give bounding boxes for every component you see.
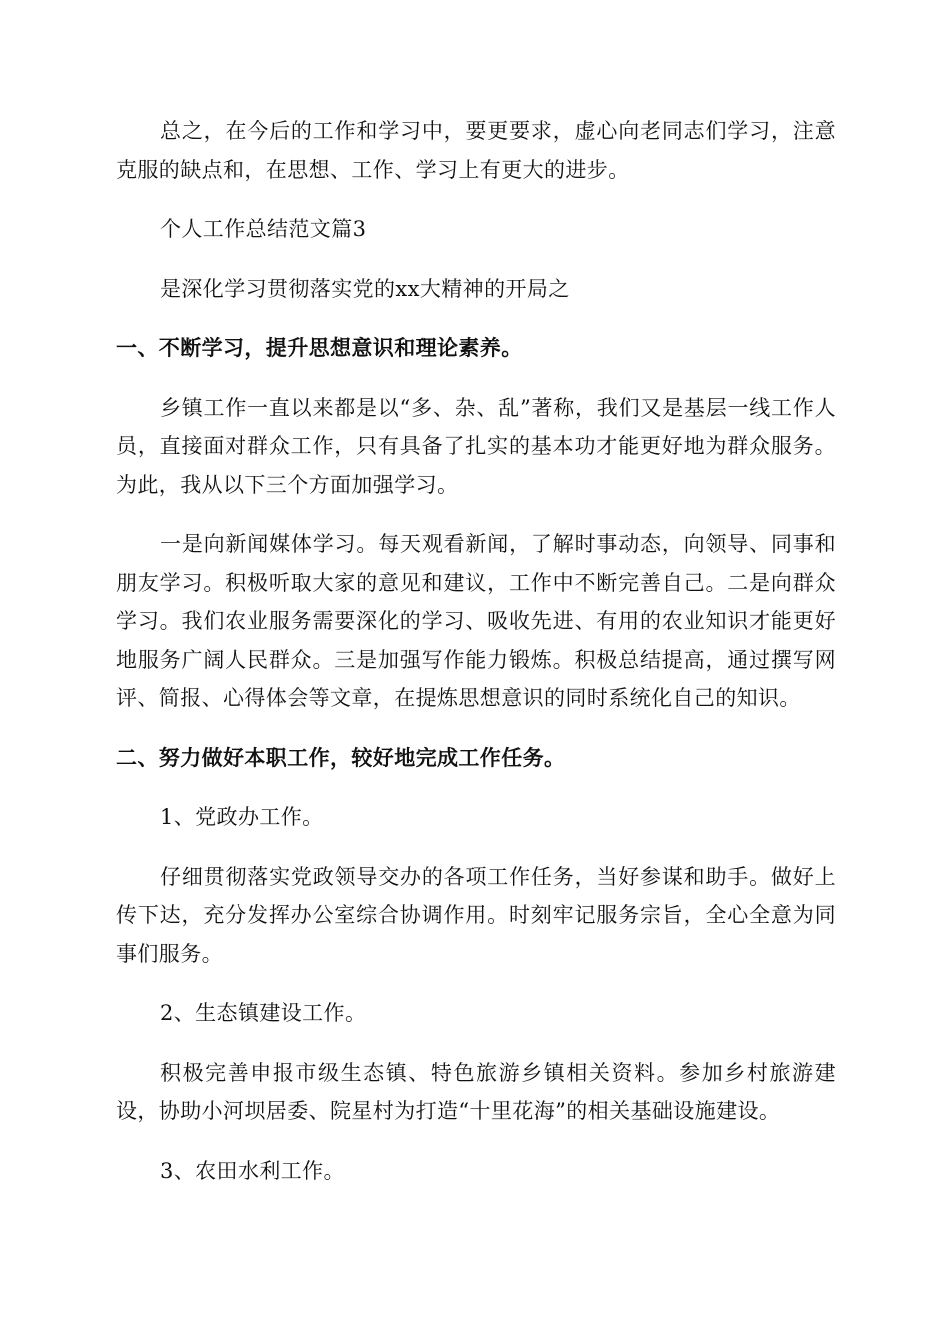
document-page [116,112,836,1190]
paragraph-learning-methods: 一是向新闻媒体学习。每天观看新闻，了解时事动态，向领导、同事和朋友学习。积极听取大家的意见和建议，工作中不断完善自己。二是向群众学习。我们农业服务需要深化的学习、吸收先进、有用的农业知识才能更好地服务广阔人民群众。三是加强写作能力锻炼。积极总结提高，通过撰写网评、简报、心得体会等文章，在提炼思想意识的同时系统化自己的知识。 [116,532,836,710]
paragraph-intro: 是深化学习贯彻落实党的xx大精神的开局之 [160,276,570,301]
subheading-irrigation: 3、农田水利工作。 [160,1158,345,1183]
subheading-party-office: 1、党政办工作。 [160,805,324,829]
section-title: 个人工作总结范文篇3 [160,217,367,241]
paragraph-township-work: 乡镇工作一直以来都是以“多、杂、乱”著称，我们又是基层一线工作人员，直接面对群众工作，只有具备了扎实的基本功才能更好地为群众服务。为此，我从以下三个方面加强学习。 [116,395,836,497]
paragraph-party-office: 仔细贯彻落实党政领导交办的各项工作任务，当好参谋和助手。做好上传下达，充分发挥办公室综合协调作用。时刻牢记服务宗旨，全心全意为同事们服务。 [116,864,836,966]
heading-study: 一、不断学习，提升思想意识和理论素养。 [116,336,523,360]
heading-duties: 二、努力做好本职工作，较好地完成工作任务。 [116,745,566,770]
paragraph-conclusion: 总之，在今后的工作和学习中，要更要求，虚心向老同志们学习，注意克服的缺点和，在思想、工作、学习上有更大的进步。 [116,119,836,182]
paragraph-eco-town: 积极完善申报市级生态镇、特色旅游乡镇相关资料。参加乡村旅游建设，协助小河坝居委、院星村为打造“十里花海”的相关基础设施建设。 [116,1060,836,1123]
subheading-eco-town: 2、生态镇建设工作。 [160,1001,367,1025]
